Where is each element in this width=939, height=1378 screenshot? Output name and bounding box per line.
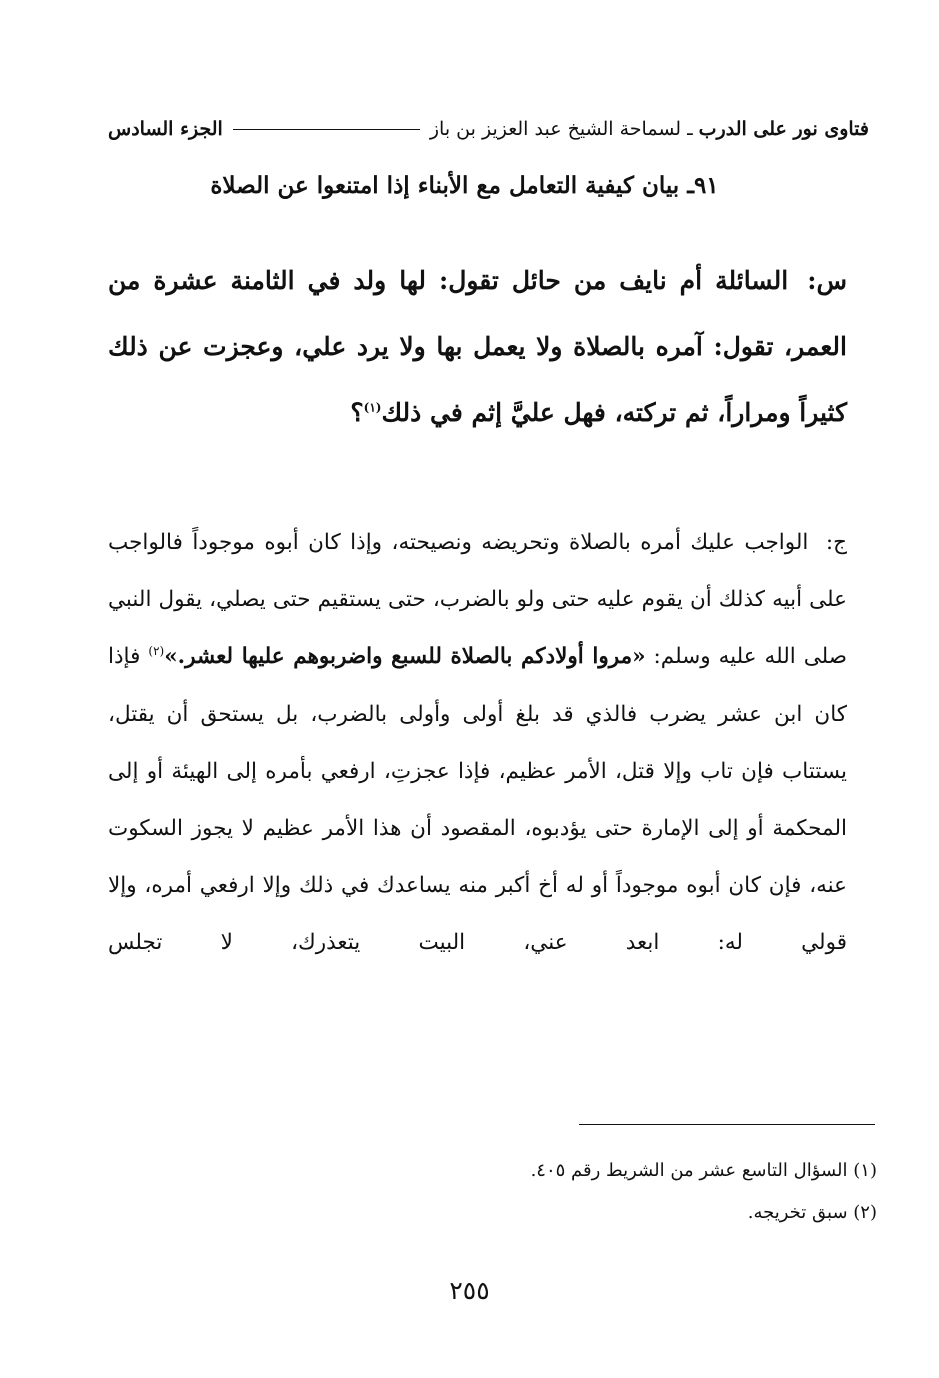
question-paragraph (108, 248, 847, 446)
page-number: ٢٥٥ (449, 1276, 490, 1305)
footnote-2: (٢) سبق تخريجه. (747, 1202, 877, 1223)
answer-text-part2: فإذا كان ابن عشر يضرب فالذي قد بلغ أولى وأولى بالضرب، بل يستحق أن يقتل، يستتاب فإن تاب وإلا قتل، الأمر عظيم، فإذا عجزتِ، ارفعي بأمره إلى الهيئة أو إلى المحكمة أو إلى الإمارة حتى يؤدبوه، المقصود أن هذا الأمر عظيم لا يجوز السكوت عنه، فإن كان أبوه موجوداً أو له أخ أكبر منه يساعدك في ذلك وإلا ارفعي أمره، وإلا قولي له: ابعد عني، البيت يتعذرك، لا تجلس (108, 644, 847, 956)
footnote-1: (١) السؤال التاسع عشر من الشريط رقم ٤٠٥. (530, 1160, 877, 1181)
volume-label: الجزء السادس (108, 118, 223, 140)
footnote-ref-1: (١) (363, 400, 382, 415)
header-separator: ـ (687, 118, 693, 140)
question-label: س: (807, 266, 847, 295)
answer-text-part1: الواجب عليك أمره بالصلاة وتحريضه ونصيحته، وإذا كان أبوه موجوداً فالواجب على أبيه كذلك أن يقوم عليه حتى ولو بالضرب، حتى يستقيم حتى يصلي، يقول النبي صلى الله عليه وسلم: (108, 530, 848, 670)
author-name: لسماحة الشيخ عبد العزيز بن باز (429, 118, 682, 140)
question-text: السائلة أم نايف من حائل تقول: لها ولد في الثامنة عشرة من العمر، تقول: آمره بالصلاة ولا يعمل بها ولا يرد علي، وعجزت عن ذلك كثيراً ومراراً، ثم تركته، فهل عليَّ إثم في ذلك (108, 266, 847, 427)
footnotes (120, 1150, 877, 1234)
hadith-quote: «مروا أولادكم بالصلاة للسبع واضربوهم عليها لعشر.» (164, 644, 646, 670)
question-mark: ؟ (350, 398, 364, 427)
footnote-divider (579, 1124, 875, 1125)
answer-paragraph (108, 514, 847, 972)
book-title: فتاوى نور على الدرب (698, 118, 869, 140)
header-rule (233, 129, 420, 130)
footnote-ref-2: (٢) (148, 644, 165, 659)
section-title: ٩١ـ بيان كيفية التعامل مع الأبناء إذا امتنعوا عن الصلاة (210, 172, 719, 199)
answer-label: ج: (825, 530, 847, 555)
running-header (108, 112, 869, 146)
header-title-group (430, 118, 869, 140)
